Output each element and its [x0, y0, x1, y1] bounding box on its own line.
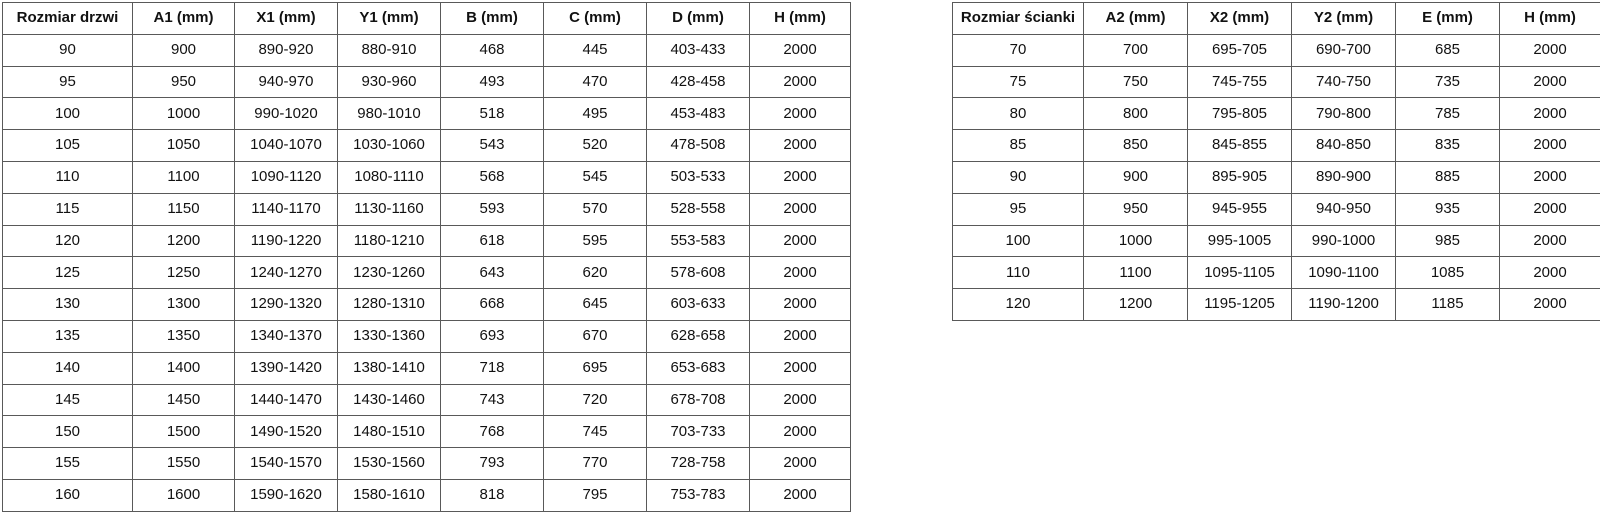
table-cell: 995-1005 — [1188, 225, 1292, 257]
table-cell: 1390-1420 — [235, 352, 338, 384]
table-cell: 495 — [544, 98, 647, 130]
wall-table-header-row — [953, 3, 1600, 35]
table-cell: 980-1010 — [338, 98, 441, 130]
table-cell: 2000 — [1500, 289, 1600, 321]
table-row — [953, 98, 1600, 130]
column-header: Y1 (mm) — [338, 3, 441, 35]
table-cell: 2000 — [750, 98, 851, 130]
table-cell: 685 — [1396, 34, 1500, 66]
table-cell: 1280-1310 — [338, 289, 441, 321]
table-cell: 1490-1520 — [235, 416, 338, 448]
table-row — [953, 66, 1600, 98]
table-cell: 1000 — [1084, 225, 1188, 257]
table-cell: 1380-1410 — [338, 352, 441, 384]
table-cell: 2000 — [750, 352, 851, 384]
table-cell: 1540-1570 — [235, 448, 338, 480]
table-cell: 100 — [3, 98, 133, 130]
table-cell: 1080-1110 — [338, 161, 441, 193]
table-cell: 2000 — [750, 289, 851, 321]
table-cell: 2000 — [750, 225, 851, 257]
table-cell: 453-483 — [647, 98, 750, 130]
table-cell: 120 — [953, 289, 1084, 321]
table-cell: 1200 — [1084, 289, 1188, 321]
table-cell: 1130-1160 — [338, 193, 441, 225]
column-header: E (mm) — [1396, 3, 1500, 35]
table-cell: 520 — [544, 130, 647, 162]
table-cell: 2000 — [750, 479, 851, 511]
table-cell: 493 — [441, 66, 544, 98]
table-cell: 2000 — [750, 193, 851, 225]
table-row — [3, 384, 851, 416]
table-row — [953, 193, 1600, 225]
table-cell: 1600 — [133, 479, 235, 511]
column-header: D (mm) — [647, 3, 750, 35]
table-cell: 668 — [441, 289, 544, 321]
table-cell: 75 — [953, 66, 1084, 98]
table-cell: 2000 — [750, 416, 851, 448]
table-row — [3, 479, 851, 511]
table-cell: 818 — [441, 479, 544, 511]
table-cell: 628-658 — [647, 320, 750, 352]
table-cell: 1190-1200 — [1292, 289, 1396, 321]
column-header: Rozmiar drzwi — [3, 3, 133, 35]
table-cell: 2000 — [750, 384, 851, 416]
table-cell: 2000 — [1500, 66, 1600, 98]
table-cell: 130 — [3, 289, 133, 321]
table-cell: 693 — [441, 320, 544, 352]
table-cell: 840-850 — [1292, 130, 1396, 162]
table-cell: 945-955 — [1188, 193, 1292, 225]
table-cell: 1200 — [133, 225, 235, 257]
table-row — [3, 193, 851, 225]
table-cell: 1095-1105 — [1188, 257, 1292, 289]
table-cell: 1040-1070 — [235, 130, 338, 162]
table-cell: 743 — [441, 384, 544, 416]
table-cell: 468 — [441, 34, 544, 66]
table-cell: 110 — [953, 257, 1084, 289]
table-cell: 428-458 — [647, 66, 750, 98]
table-row — [3, 416, 851, 448]
table-row — [3, 352, 851, 384]
table-row — [3, 98, 851, 130]
table-cell: 1000 — [133, 98, 235, 130]
table-cell: 900 — [133, 34, 235, 66]
table-cell: 1190-1220 — [235, 225, 338, 257]
table-cell: 543 — [441, 130, 544, 162]
table-row — [953, 161, 1600, 193]
table-cell: 795 — [544, 479, 647, 511]
door-size-table — [2, 2, 851, 512]
table-cell: 793 — [441, 448, 544, 480]
table-cell: 1450 — [133, 384, 235, 416]
table-cell: 795-805 — [1188, 98, 1292, 130]
table-cell: 110 — [3, 161, 133, 193]
table-cell: 1250 — [133, 257, 235, 289]
table-row — [953, 34, 1600, 66]
table-cell: 1090-1120 — [235, 161, 338, 193]
column-header: Rozmiar ścianki — [953, 3, 1084, 35]
table-cell: 885 — [1396, 161, 1500, 193]
table-cell: 1180-1210 — [338, 225, 441, 257]
table-cell: 85 — [953, 130, 1084, 162]
table-cell: 728-758 — [647, 448, 750, 480]
table-cell: 445 — [544, 34, 647, 66]
table-cell: 100 — [953, 225, 1084, 257]
table-row — [3, 66, 851, 98]
table-cell: 770 — [544, 448, 647, 480]
table-cell: 1240-1270 — [235, 257, 338, 289]
table-cell: 700 — [1084, 34, 1188, 66]
table-cell: 1400 — [133, 352, 235, 384]
column-header: C (mm) — [544, 3, 647, 35]
table-cell: 785 — [1396, 98, 1500, 130]
table-cell: 845-855 — [1188, 130, 1292, 162]
table-cell: 80 — [953, 98, 1084, 130]
column-header: A2 (mm) — [1084, 3, 1188, 35]
table-cell: 1300 — [133, 289, 235, 321]
table-cell: 740-750 — [1292, 66, 1396, 98]
table-cell: 570 — [544, 193, 647, 225]
table-cell: 940-970 — [235, 66, 338, 98]
table-cell: 950 — [133, 66, 235, 98]
table-cell: 568 — [441, 161, 544, 193]
table-row — [3, 130, 851, 162]
table-cell: 478-508 — [647, 130, 750, 162]
table-cell: 735 — [1396, 66, 1500, 98]
table-cell: 90 — [953, 161, 1084, 193]
table-cell: 1050 — [133, 130, 235, 162]
table-cell: 940-950 — [1292, 193, 1396, 225]
wall-size-table — [952, 2, 1600, 321]
table-cell: 578-608 — [647, 257, 750, 289]
table-row — [3, 289, 851, 321]
table-cell: 790-800 — [1292, 98, 1396, 130]
table-cell: 900 — [1084, 161, 1188, 193]
table-cell: 800 — [1084, 98, 1188, 130]
table-cell: 753-783 — [647, 479, 750, 511]
table-cell: 145 — [3, 384, 133, 416]
table-cell: 985 — [1396, 225, 1500, 257]
table-cell: 2000 — [750, 66, 851, 98]
table-cell: 595 — [544, 225, 647, 257]
table-cell: 2000 — [1500, 130, 1600, 162]
table-cell: 2000 — [1500, 34, 1600, 66]
table-cell: 1580-1610 — [338, 479, 441, 511]
table-cell: 1230-1260 — [338, 257, 441, 289]
table-cell: 2000 — [1500, 161, 1600, 193]
table-cell: 720 — [544, 384, 647, 416]
table-row — [3, 34, 851, 66]
table-cell: 670 — [544, 320, 647, 352]
table-cell: 1150 — [133, 193, 235, 225]
table-cell: 1030-1060 — [338, 130, 441, 162]
table-cell: 890-900 — [1292, 161, 1396, 193]
table-cell: 2000 — [1500, 225, 1600, 257]
table-cell: 835 — [1396, 130, 1500, 162]
table-cell: 1085 — [1396, 257, 1500, 289]
table-row — [953, 289, 1600, 321]
column-header: X2 (mm) — [1188, 3, 1292, 35]
table-row — [3, 320, 851, 352]
table-cell: 1340-1370 — [235, 320, 338, 352]
table-cell: 1440-1470 — [235, 384, 338, 416]
table-cell: 503-533 — [647, 161, 750, 193]
table-cell: 1350 — [133, 320, 235, 352]
table-cell: 880-910 — [338, 34, 441, 66]
table-cell: 155 — [3, 448, 133, 480]
table-cell: 70 — [953, 34, 1084, 66]
table-cell: 95 — [3, 66, 133, 98]
table-cell: 1185 — [1396, 289, 1500, 321]
table-cell: 1530-1560 — [338, 448, 441, 480]
table-cell: 2000 — [750, 34, 851, 66]
table-cell: 1550 — [133, 448, 235, 480]
table-cell: 2000 — [750, 130, 851, 162]
door-table-header-row — [3, 3, 851, 35]
table-cell: 2000 — [750, 257, 851, 289]
table-cell: 745-755 — [1188, 66, 1292, 98]
table-cell: 645 — [544, 289, 647, 321]
table-row — [3, 257, 851, 289]
table-cell: 115 — [3, 193, 133, 225]
table-cell: 90 — [3, 34, 133, 66]
table-cell: 593 — [441, 193, 544, 225]
table-cell: 1590-1620 — [235, 479, 338, 511]
table-cell: 930-960 — [338, 66, 441, 98]
column-header: B (mm) — [441, 3, 544, 35]
table-cell: 2000 — [1500, 257, 1600, 289]
table-cell: 2000 — [750, 320, 851, 352]
table-cell: 850 — [1084, 130, 1188, 162]
table-cell: 678-708 — [647, 384, 750, 416]
table-cell: 2000 — [750, 448, 851, 480]
table-cell: 95 — [953, 193, 1084, 225]
table-cell: 703-733 — [647, 416, 750, 448]
column-header: H (mm) — [750, 3, 851, 35]
table-cell: 768 — [441, 416, 544, 448]
table-cell: 1480-1510 — [338, 416, 441, 448]
table-cell: 895-905 — [1188, 161, 1292, 193]
table-cell: 518 — [441, 98, 544, 130]
table-cell: 890-920 — [235, 34, 338, 66]
table-cell: 990-1020 — [235, 98, 338, 130]
table-cell: 2000 — [1500, 98, 1600, 130]
table-cell: 2000 — [750, 161, 851, 193]
table-cell: 160 — [3, 479, 133, 511]
table-cell: 553-583 — [647, 225, 750, 257]
table-cell: 1330-1360 — [338, 320, 441, 352]
table-row — [953, 257, 1600, 289]
table-cell: 1140-1170 — [235, 193, 338, 225]
table-cell: 1290-1320 — [235, 289, 338, 321]
column-header: X1 (mm) — [235, 3, 338, 35]
table-cell: 528-558 — [647, 193, 750, 225]
table-row — [3, 225, 851, 257]
table-cell: 695-705 — [1188, 34, 1292, 66]
table-cell: 750 — [1084, 66, 1188, 98]
table-cell: 653-683 — [647, 352, 750, 384]
table-cell: 950 — [1084, 193, 1188, 225]
table-cell: 135 — [3, 320, 133, 352]
table-cell: 2000 — [1500, 193, 1600, 225]
table-cell: 545 — [544, 161, 647, 193]
table-row — [953, 225, 1600, 257]
table-cell: 1100 — [133, 161, 235, 193]
table-cell: 125 — [3, 257, 133, 289]
table-cell: 603-633 — [647, 289, 750, 321]
table-cell: 1500 — [133, 416, 235, 448]
table-cell: 470 — [544, 66, 647, 98]
table-cell: 1090-1100 — [1292, 257, 1396, 289]
table-cell: 140 — [3, 352, 133, 384]
table-row — [3, 448, 851, 480]
table-cell: 1430-1460 — [338, 384, 441, 416]
table-cell: 718 — [441, 352, 544, 384]
table-cell: 690-700 — [1292, 34, 1396, 66]
table-cell: 403-433 — [647, 34, 750, 66]
table-cell: 105 — [3, 130, 133, 162]
table-cell: 745 — [544, 416, 647, 448]
table-cell: 1100 — [1084, 257, 1188, 289]
table-cell: 935 — [1396, 193, 1500, 225]
table-cell: 695 — [544, 352, 647, 384]
table-cell: 618 — [441, 225, 544, 257]
table-row — [953, 130, 1600, 162]
table-row — [3, 161, 851, 193]
column-header: H (mm) — [1500, 3, 1600, 35]
table-cell: 643 — [441, 257, 544, 289]
table-cell: 120 — [3, 225, 133, 257]
column-header: Y2 (mm) — [1292, 3, 1396, 35]
table-cell: 1195-1205 — [1188, 289, 1292, 321]
table-cell: 990-1000 — [1292, 225, 1396, 257]
column-header: A1 (mm) — [133, 3, 235, 35]
table-cell: 620 — [544, 257, 647, 289]
table-cell: 150 — [3, 416, 133, 448]
